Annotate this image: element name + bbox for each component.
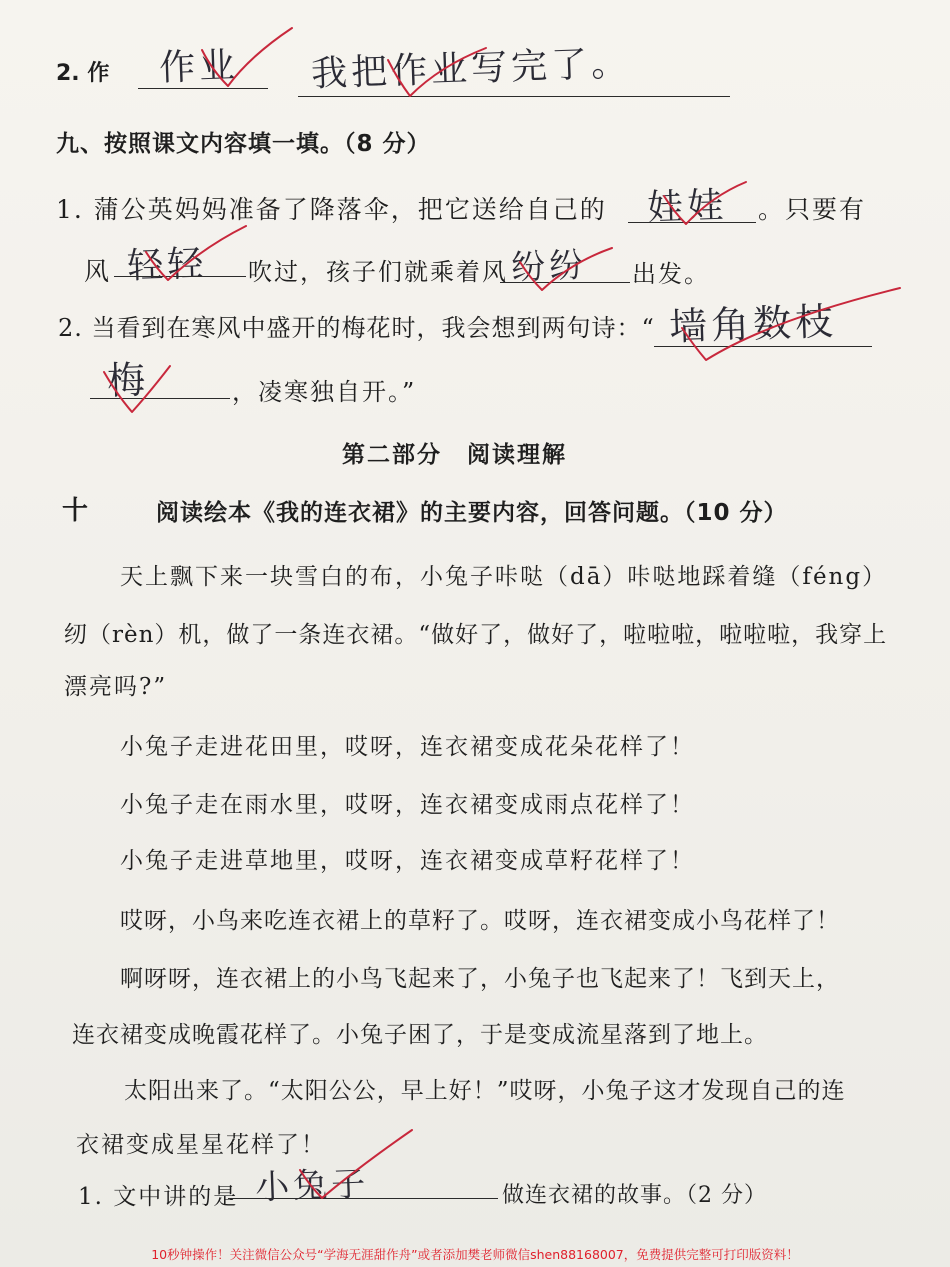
passage-p4: 小兔子走进草地里，哎呀，连衣裙变成草籽花样了！: [120, 848, 695, 874]
section9-q1-answer3: 纷纷: [510, 245, 588, 289]
passage-p6-line1: 啊呀呀，连衣裙上的小鸟飞起来了，小兔子也飞起来了！飞到天上，: [120, 966, 840, 992]
part2-title: 第二部分 阅读理解: [342, 442, 567, 468]
passage-p1-line1: 天上飘下来一块雪白的布，小兔子咔哒（dā）咔哒地踩着缝（féng）: [120, 564, 888, 590]
section9-q1-line2-end: 出发。: [632, 260, 710, 288]
section9-q2-answer1: 墙角数枝: [668, 299, 838, 350]
q8-item2-answer2: 我把作业写完了。: [310, 42, 632, 96]
q8-item2-label: 2. 作: [56, 61, 110, 86]
check-mark-icon: [300, 1130, 412, 1198]
section9-title: 九、按照课文内容填一填。（8 分）: [56, 131, 431, 157]
section9-q1-answer2: 轻轻: [126, 243, 208, 288]
check-mark-icon: [520, 248, 612, 290]
question1-prefix: 1. 文中讲的是: [78, 1184, 239, 1210]
section9-q2-answer2: 梅: [106, 357, 150, 404]
section9-q2-prefix: 2. 当看到在寒风中盛开的梅花时，我会想到两句诗：“: [58, 314, 655, 342]
section9-q1-line2-start: 风: [84, 257, 112, 286]
check-mark-icon: [682, 288, 900, 360]
check-mark-icon: [104, 366, 170, 412]
passage-p3: 小兔子走在雨水里，哎呀，连衣裙变成雨点花样了！: [120, 792, 695, 818]
check-mark-icon: [202, 28, 292, 86]
passage-p7-line2: 衣裙变成星星花样了！: [76, 1132, 326, 1158]
passage-p2: 小兔子走进花田里，哎呀，连衣裙变成花朵花样了！: [120, 734, 695, 760]
footer-note: 10秒钟操作！关注微信公众号“学海无涯甜作舟”或者添加樊老师微信shen88168007，免费提供完整可打印版资料！: [151, 1247, 799, 1262]
passage-p1-line3: 漂亮吗?”: [64, 674, 168, 700]
section10-number: 十: [62, 496, 89, 526]
check-mark-icon: [388, 48, 486, 96]
section9-q1-answer1: 娃娃: [646, 185, 728, 230]
section9-q1-line2-mid: 吹过，孩子们就乘着风: [248, 258, 508, 286]
section9-q1-mid: 。只要有: [758, 195, 867, 224]
section9-q1-prefix: 1. 蒲公英妈妈准备了降落伞，把它送给自己的: [56, 195, 607, 224]
passage-p6-line2: 连衣裙变成晚霞花样了。小兔子困了，于是变成流星落到了地上。: [72, 1022, 768, 1048]
q8-item2-answer1: 作业: [158, 45, 240, 90]
check-mark-icon: [664, 182, 746, 224]
check-mark-icon: [146, 226, 246, 280]
passage-p7-line1: 太阳出来了。“太阳公公，早上好！”哎呀，小兔子这才发现自己的连: [124, 1078, 846, 1104]
question1-answer: 小兔子: [254, 1164, 370, 1209]
question1-suffix: 做连衣裙的故事。（2 分）: [502, 1183, 767, 1208]
section9-q2-end: ，凌寒独自开。”: [232, 378, 417, 406]
section10-title: 阅读绘本《我的连衣裙》的主要内容，回答问题。（10 分）: [156, 500, 788, 526]
passage-p1-line2: 纫（rèn）机，做了一条连衣裙。“做好了，做好了，啦啦啦，啦啦啦，我穿上: [64, 622, 888, 648]
passage-p5: 哎呀，小鸟来吃连衣裙上的草籽了。哎呀，连衣裙变成小鸟花样了！: [120, 908, 840, 934]
